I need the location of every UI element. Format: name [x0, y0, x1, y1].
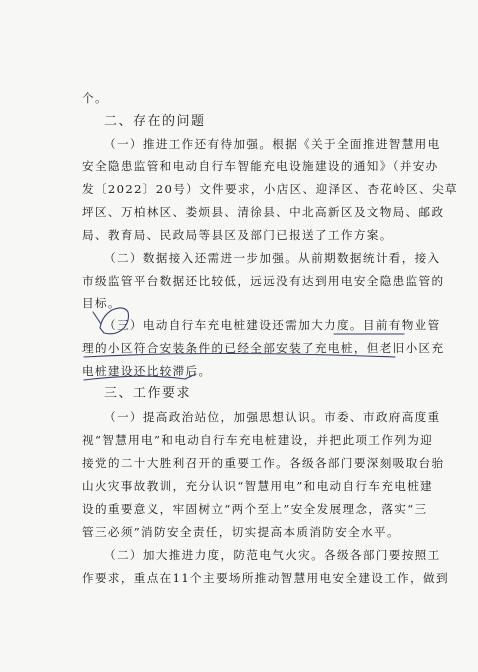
text-line: 坪区、万柏林区、娄烦县、清徐县、中北高新区及文物局、邮政	[82, 205, 445, 219]
text-line: （三）电动自行车充电桩建设还需加大力度。目前有物业管	[104, 318, 441, 332]
text-line: 理的小区符合安装条件的已经全部安装了充电桩，但老旧小区充	[82, 341, 445, 355]
text-line: 市级监管平台数据还比较低，远远没有达到用电安全隐患监管的	[82, 274, 445, 288]
text-line: 个。	[82, 91, 108, 105]
text-line: （二）数据接入还需进一步加强。从前期数据统计看，接入	[104, 251, 441, 265]
text-line: 电桩建设还比较滞后。	[82, 364, 212, 378]
text-line: 管三必须”消防安全责任，切实提高本质消防安全水平。	[82, 525, 400, 539]
text-line: 视“智慧用电”和电动自行车充电桩建设，并把此项工作列为迎	[82, 433, 434, 447]
text-line: （一）推进工作还有待加强。根据《关于全面推进智慧用电	[104, 137, 441, 151]
text-line: 局、教育局、民政局等县区及部门已报送了工作方案。	[82, 228, 393, 242]
section-heading: 二、存在的问题	[104, 114, 206, 129]
text-line: 山火灾事故教训，充分认识“智慧用电”和电动自行车充电桩建	[82, 479, 434, 493]
text-line: （一）提高政治站位，加强思想认识。市委、市政府高度重	[104, 410, 441, 424]
text-line: （二）加大推进力度，防范电气火灾。各级各部门要按照工	[104, 548, 441, 562]
text-line: 目标。	[82, 296, 121, 310]
text-line: 安全隐患监管和电动自行车智能充电设施建设的通知》（并安办	[82, 159, 439, 173]
text-line: 接党的二十大胜利召开的重要工作。各级各部门要深刻吸取台骀	[82, 456, 445, 470]
text-line: 发〔2022〕20号）文件要求，小店区、迎泽区、杏花岭区、尖草	[82, 182, 458, 196]
check-stroke	[93, 312, 101, 324]
text-line: 设的重要意义，牢固树立“两个至上”安全发展理念，落实“三	[82, 502, 428, 516]
text-line: 作要求，重点在11个主要场所推动智慧用电安全建设工作，做到	[82, 571, 449, 585]
section-heading: 三、工作要求	[104, 386, 192, 401]
